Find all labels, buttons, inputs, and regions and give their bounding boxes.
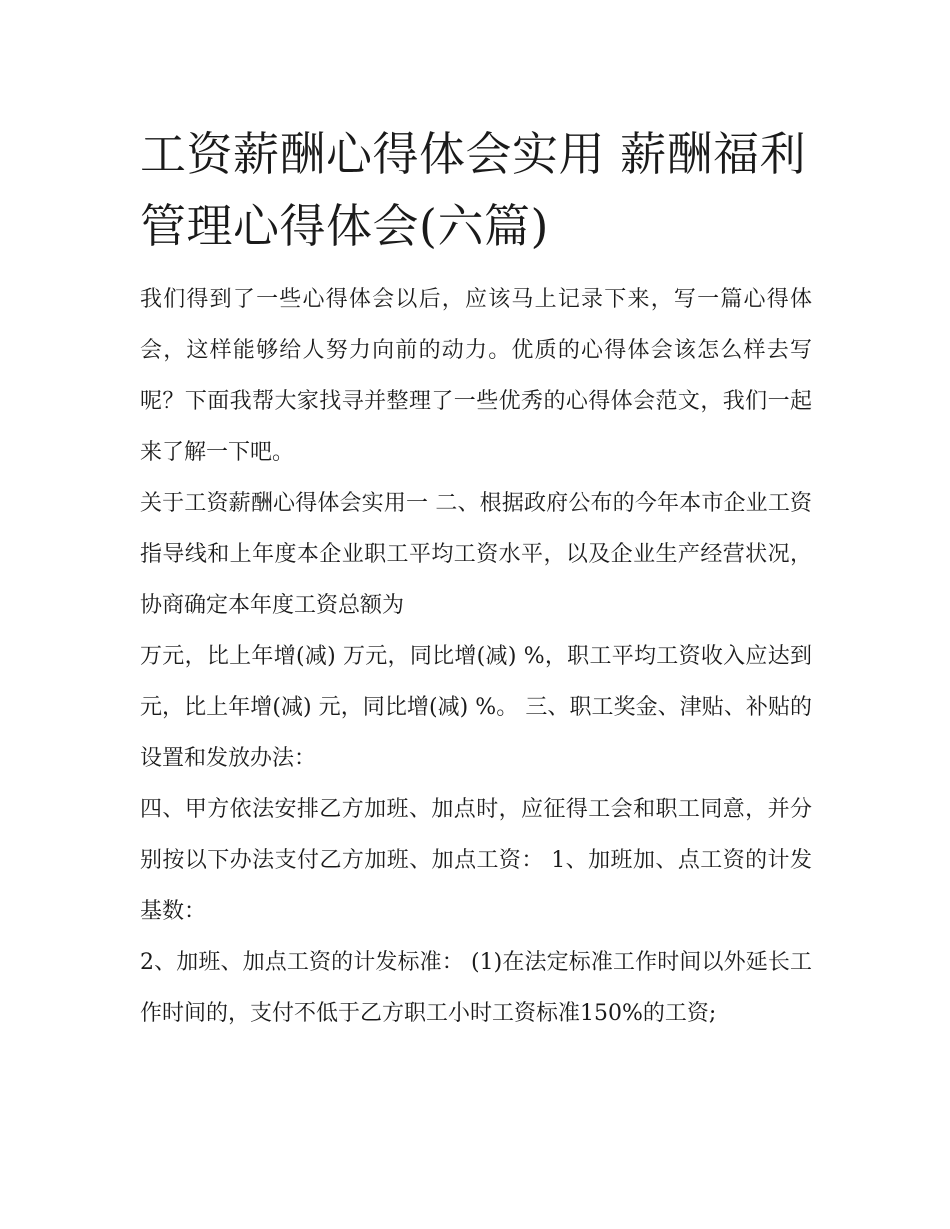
paragraph-overtime: 四、甲方依法安排乙方加班、加点时，应征得工会和职工同意，并分别按以下办法支付乙方加班、加点工资： 1、加班加、点工资的计发基数： — [140, 797, 812, 924]
paragraph-intro: 我们得到了一些心得体会以后，应该马上记录下来，写一篇心得体会，这样能够给人努力向前的动力。优质的心得体会该怎么样去写呢？下面我帮大家找寻并整理了一些优秀的心得体会范文，我们一起来了解一下吧。 — [140, 287, 812, 465]
document-title: 工资薪酬心得体会实用 薪酬福利管理心得体会(六篇) — [140, 127, 807, 253]
document-page — [140, 118, 812, 1039]
paragraph-overtime-standard: 2、加班、加点工资的计发标准： (1)在法定标准工作时间以外延长工作时间的，支付不低于乙方职工小时工资标准150%的工资; — [140, 950, 812, 1026]
paragraph-wage-amount: 万元，比上年增(减) 万元，同比增(减) %，职工平均工资收入应达到 元，比上年增(减) 元，同比增(减) %。 三、职工奖金、津贴、补贴的设置和发放办法： — [140, 644, 812, 771]
paragraph-section-one: 关于工资薪酬心得体会实用一 二、根据政府公布的今年本市企业工资指导线和上年度本企业职工平均工资水平，以及企业生产经营状况，协商确定本年度工资总额为 — [140, 491, 812, 618]
